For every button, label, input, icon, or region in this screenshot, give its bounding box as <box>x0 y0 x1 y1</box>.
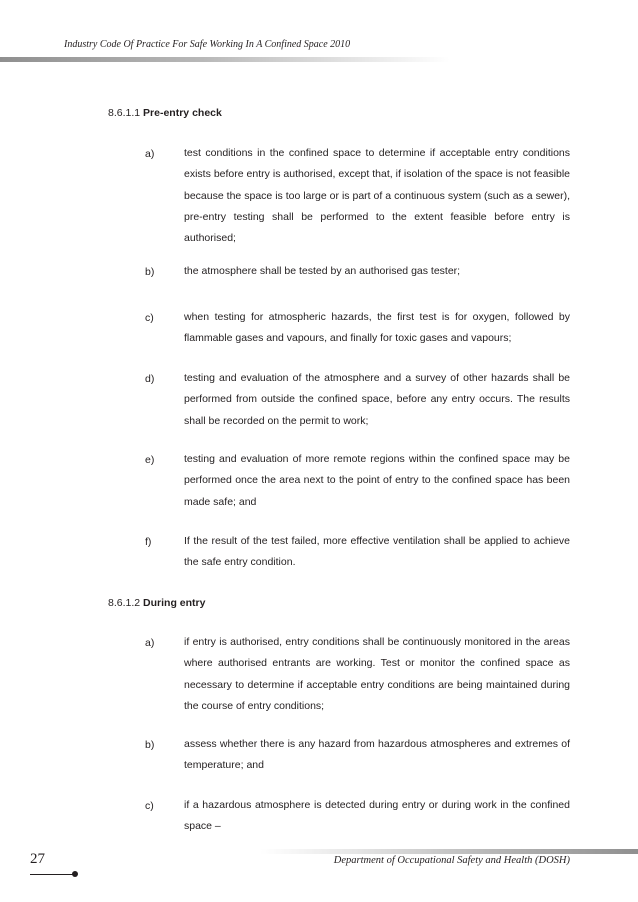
running-header: Industry Code Of Practice For Safe Working In A Confined Space 2010 <box>64 39 351 50</box>
list-item-marker: e) <box>145 454 155 466</box>
list-item-text: the atmosphere shall be tested by an authorised gas tester; <box>184 265 461 277</box>
list-item-marker: d) <box>145 373 155 385</box>
footer-department: Department of Occupational Safety and Health (DOSH) <box>333 855 570 866</box>
list-item-marker: b) <box>145 739 155 751</box>
list-item-text: testing and evaluation of more remote regions within the confined space may be performed once the area next to the point of entry to the confined space has been made safe; and <box>184 453 570 508</box>
section-title: Pre-entry check <box>143 107 222 119</box>
list-item-text: assess whether there is any hazard from hazardous atmospheres and extremes of temperature; and <box>184 738 570 772</box>
list-item-text: when testing for atmospheric hazards, the first test is for oxygen, followed by flammable gases and vapours, and finally for toxic gases and vapours; <box>184 311 570 345</box>
section-heading-pre-entry <box>108 107 222 119</box>
list-item-marker: a) <box>145 637 155 649</box>
page-number: 27 <box>30 851 45 867</box>
footer-rule <box>260 849 638 854</box>
section-number: 8.6.1.2 <box>108 597 141 609</box>
list-item-text: if a hazardous atmosphere is detected during entry or during work in the confined space – <box>184 799 570 833</box>
header-rule <box>0 57 450 62</box>
list-item-text: if entry is authorised, entry conditions shall be continuously monitored in the areas where authorised entrants are working. Test or monitor the confined space as necessary to determine if acceptable entry conditions are being maintained during the course of entry conditions; <box>184 636 570 712</box>
list-item-text: If the result of the test failed, more effective ventilation shall be applied to achieve the safe entry condition. <box>184 535 570 569</box>
list-item-text: testing and evaluation of the atmosphere and a survey of other hazards shall be performed from outside the confined space, before any entry occurs. The results shall be recorded on the permit to work; <box>184 372 570 427</box>
section-number: 8.6.1.1 <box>108 107 141 119</box>
list-item-marker: f) <box>145 536 152 548</box>
list-item-marker: b) <box>145 266 155 278</box>
list-item-marker: a) <box>145 148 155 160</box>
list-item-text: test conditions in the confined space to determine if acceptable entry conditions exists before entry is authorised, except that, if isolation of the space is not feasible because the space is too large or is part of a continuous system (such as a sewer), pre-entry testing shall be performed to the extent feasible before entry is authorised; <box>184 147 570 245</box>
footer-accent-dot <box>72 871 78 877</box>
footer-accent-line <box>30 874 74 875</box>
section-heading-during-entry <box>108 597 205 609</box>
section-title: During entry <box>143 597 206 609</box>
list-item-marker: c) <box>145 312 154 324</box>
list-item-marker: c) <box>145 800 154 812</box>
